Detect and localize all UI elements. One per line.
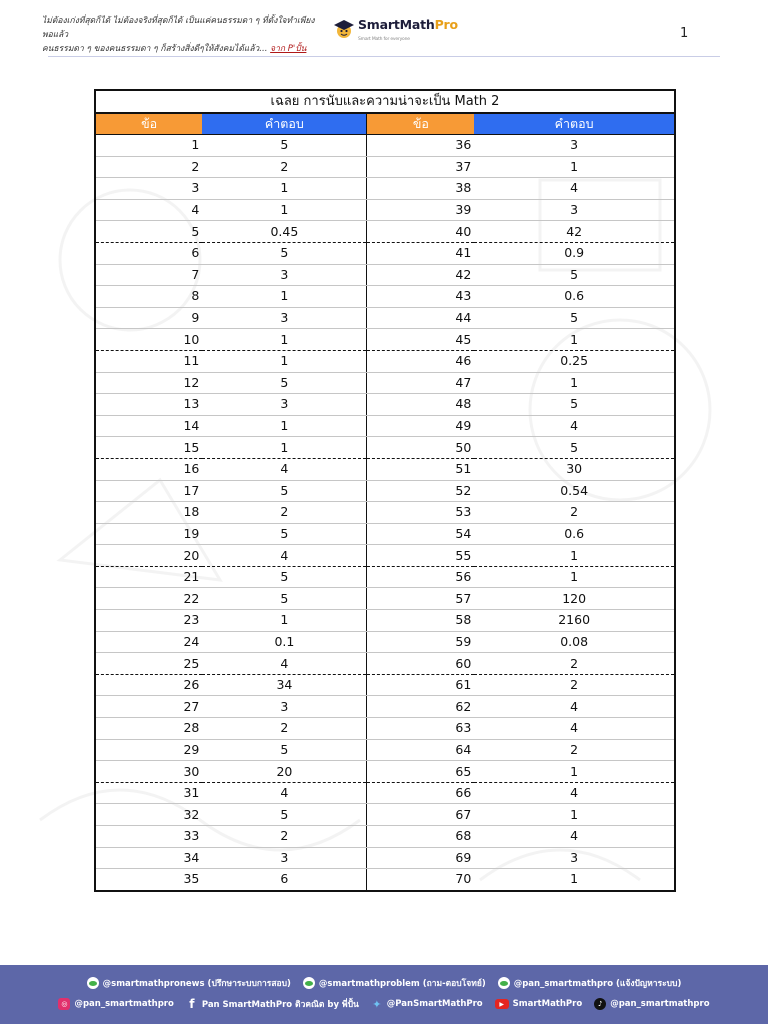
- answer-right: 3: [474, 135, 675, 157]
- answer-left: 0.45: [202, 221, 367, 243]
- table-row: [95, 610, 675, 632]
- table-row: [95, 782, 675, 804]
- question-number-left: 3: [95, 178, 202, 200]
- answer-right: 0.9: [474, 242, 675, 264]
- question-number-left: 19: [95, 523, 202, 545]
- answer-right: 30: [474, 458, 675, 480]
- youtube-link[interactable]: [495, 999, 583, 1009]
- table-row: [95, 221, 675, 243]
- smartmathpro-logo: [333, 18, 458, 42]
- answer-right: 1: [474, 156, 675, 178]
- question-number-right: 58: [367, 610, 474, 632]
- question-number-right: 43: [367, 286, 474, 308]
- answer-right: 2: [474, 674, 675, 696]
- table-row: [95, 826, 675, 848]
- question-number-left: 29: [95, 739, 202, 761]
- logo-tagline: Smart Math for everyone: [358, 37, 410, 42]
- question-number-right: 64: [367, 739, 474, 761]
- table-row: [95, 847, 675, 869]
- quote-line-1: ไม่ต้องเก่งที่สุดก็ได้ ไม่ต้องจริงที่สุดก็ได้ เป็นแค่คนธรรมดา ๆ ที่ตั้งใจทำเพียงพอแล้ว: [42, 16, 315, 40]
- table-row: [95, 653, 675, 675]
- question-number-left: 20: [95, 545, 202, 567]
- answer-left: 5: [202, 372, 367, 394]
- answer-right: 1: [474, 545, 675, 567]
- youtube-label: SmartMathPro: [512, 999, 583, 1009]
- question-number-right: 70: [367, 869, 474, 891]
- answer-left: 4: [202, 545, 367, 567]
- question-number-left: 5: [95, 221, 202, 243]
- table-row: [95, 696, 675, 718]
- question-number-right: 42: [367, 264, 474, 286]
- answer-left: 2: [202, 826, 367, 848]
- table-row: [95, 156, 675, 178]
- question-number-left: 23: [95, 610, 202, 632]
- question-number-left: 10: [95, 329, 202, 351]
- answer-left: 0.1: [202, 631, 367, 653]
- question-number-left: 11: [95, 350, 202, 372]
- question-number-right: 54: [367, 523, 474, 545]
- table-row: [95, 135, 675, 157]
- answer-left: 5: [202, 135, 367, 157]
- table-row: [95, 566, 675, 588]
- answer-left: 1: [202, 286, 367, 308]
- question-number-left: 1: [95, 135, 202, 157]
- graduation-cap-logo-icon: [333, 18, 355, 40]
- table-header-row: [95, 113, 675, 135]
- col-header-answer-right: คำตอบ: [474, 113, 675, 135]
- question-number-right: 40: [367, 221, 474, 243]
- question-number-left: 2: [95, 156, 202, 178]
- question-number-right: 39: [367, 199, 474, 221]
- question-number-left: 22: [95, 588, 202, 610]
- quote-line-2: คนธรรมดา ๆ ของคนธรรมดา ๆ ก็สร้างสิ่งดีๆให้สังคมได้แล้ว...: [42, 44, 268, 54]
- table-row: [95, 458, 675, 480]
- footer-row-social: [0, 997, 768, 1011]
- facebook-link[interactable]: [186, 997, 359, 1011]
- line-icon: [87, 977, 99, 989]
- question-number-left: 7: [95, 264, 202, 286]
- answer-left: 1: [202, 437, 367, 459]
- question-number-left: 25: [95, 653, 202, 675]
- table-row: [95, 869, 675, 891]
- question-number-right: 53: [367, 502, 474, 524]
- answer-right: 1: [474, 329, 675, 351]
- instagram-icon: ◎: [58, 998, 70, 1010]
- answer-left: 4: [202, 458, 367, 480]
- table-row: [95, 545, 675, 567]
- answer-left: 1: [202, 329, 367, 351]
- line-pan-label: @pan_smartmathpro (แจ้งปัญหาระบบ): [513, 979, 682, 989]
- table-row: [95, 437, 675, 459]
- table-row: [95, 264, 675, 286]
- table-body: [95, 135, 675, 891]
- table-row: [95, 242, 675, 264]
- answer-right: 4: [474, 718, 675, 740]
- answer-left: 3: [202, 307, 367, 329]
- question-number-right: 38: [367, 178, 474, 200]
- answer-left: 3: [202, 696, 367, 718]
- table-row: [95, 394, 675, 416]
- instagram-label: @pan_smartmathpro: [74, 999, 174, 1009]
- facebook-icon: f: [189, 997, 195, 1011]
- answer-left: 1: [202, 199, 367, 221]
- footer-row-line: [0, 976, 768, 990]
- answer-right: 4: [474, 696, 675, 718]
- answer-left: 1: [202, 350, 367, 372]
- answer-left: 3: [202, 847, 367, 869]
- line-icon: [303, 977, 315, 989]
- question-number-left: 8: [95, 286, 202, 308]
- question-number-left: 6: [95, 242, 202, 264]
- header-divider: [48, 56, 720, 57]
- answer-right: 4: [474, 415, 675, 437]
- logo-pro: Pro: [434, 17, 458, 32]
- tiktok-label: @pan_smartmathpro: [610, 999, 710, 1009]
- table-row: [95, 718, 675, 740]
- col-header-no-left: ข้อ: [95, 113, 202, 135]
- question-number-right: 55: [367, 545, 474, 567]
- question-number-right: 49: [367, 415, 474, 437]
- answer-left: 20: [202, 761, 367, 783]
- table-row: [95, 631, 675, 653]
- answer-right: 1: [474, 761, 675, 783]
- answer-left: 5: [202, 588, 367, 610]
- question-number-left: 15: [95, 437, 202, 459]
- col-header-answer-left: คำตอบ: [202, 113, 367, 135]
- table-row: [95, 329, 675, 351]
- tiktok-link[interactable]: [594, 998, 709, 1010]
- table-title: เฉลย การนับและความน่าจะเป็น Math 2: [94, 89, 676, 112]
- answer-right: 0.25: [474, 350, 675, 372]
- answer-left: 5: [202, 242, 367, 264]
- table-row: [95, 674, 675, 696]
- quote-author: จาก P'ปั้น: [270, 44, 307, 54]
- line-news-label: @smartmathpronews (ปรึกษาระบบการสอบ): [102, 979, 291, 989]
- question-number-left: 26: [95, 674, 202, 696]
- question-number-right: 36: [367, 135, 474, 157]
- twitter-icon: ✦: [372, 997, 382, 1011]
- answer-right: 2: [474, 502, 675, 524]
- question-number-right: 68: [367, 826, 474, 848]
- question-number-left: 31: [95, 782, 202, 804]
- answer-left: 1: [202, 415, 367, 437]
- answer-left: 6: [280, 871, 289, 887]
- question-number-right: 46: [367, 350, 474, 372]
- question-number-right: 66: [367, 782, 474, 804]
- question-number-left: 14: [95, 415, 202, 437]
- question-number-right: 51: [367, 458, 474, 480]
- answer-left: 2: [202, 502, 367, 524]
- question-number-right: 48: [367, 394, 474, 416]
- table-row: [95, 502, 675, 524]
- answer-right: 0.54: [474, 480, 675, 502]
- social-footer: [0, 965, 768, 1024]
- question-number-right: 63: [367, 718, 474, 740]
- answer-key-table: [94, 89, 676, 892]
- answer-right: 0.6: [474, 523, 675, 545]
- tiktok-icon: ♪: [594, 998, 606, 1010]
- answer-left: 2: [202, 718, 367, 740]
- answer-left: 4: [202, 653, 367, 675]
- answer-right: 5: [474, 394, 675, 416]
- answer-left: 3: [202, 264, 367, 286]
- table-row: [95, 588, 675, 610]
- question-number-left: 33: [95, 826, 202, 848]
- question-number-left: 21: [95, 566, 202, 588]
- question-number-right: 57: [367, 588, 474, 610]
- answer-right: 0.08: [474, 631, 675, 653]
- answer-right: 5: [474, 437, 675, 459]
- line-problem-link[interactable]: [303, 976, 486, 990]
- question-number-right: 50: [367, 437, 474, 459]
- answer-right: 1: [474, 372, 675, 394]
- question-number-right: 60: [367, 653, 474, 675]
- logo-wordmark: [358, 18, 458, 47]
- table-row: [95, 372, 675, 394]
- question-number-right: 69: [367, 847, 474, 869]
- line-news-link[interactable]: [87, 976, 291, 990]
- question-number-left: 9: [95, 307, 202, 329]
- question-number-right: 67: [367, 804, 474, 826]
- question-number-left: 28: [95, 718, 202, 740]
- question-number-right: 65: [367, 761, 474, 783]
- question-number-left: 13: [95, 394, 202, 416]
- logo-smart: Smart: [358, 17, 400, 32]
- question-number-right: 47: [367, 372, 474, 394]
- answer-right: 5: [474, 264, 675, 286]
- answer-right: 1: [570, 871, 579, 887]
- table-row: [95, 286, 675, 308]
- answer-left: 1: [202, 610, 367, 632]
- question-number-right: 52: [367, 480, 474, 502]
- table-row: [95, 199, 675, 221]
- answer-left: 5: [202, 566, 367, 588]
- table-row: [95, 739, 675, 761]
- question-number-left: 27: [95, 696, 202, 718]
- table-row: [95, 178, 675, 200]
- question-number-right: 62: [367, 696, 474, 718]
- answer-left: 3: [202, 394, 367, 416]
- answer-right: 0.6: [474, 286, 675, 308]
- answer-right: 4: [474, 826, 675, 848]
- table-row: [95, 350, 675, 372]
- answer-right: 1: [474, 804, 675, 826]
- answer-right: 2: [474, 653, 675, 675]
- question-number-right: 41: [367, 242, 474, 264]
- line-icon: [498, 977, 510, 989]
- question-number-left: 12: [95, 372, 202, 394]
- question-number-left: 24: [95, 631, 202, 653]
- answer-left: 5: [202, 804, 367, 826]
- answer-right: 3: [474, 847, 675, 869]
- table-row: [95, 804, 675, 826]
- question-number-right: 59: [367, 631, 474, 653]
- table-row: [95, 480, 675, 502]
- facebook-label: Pan SmartMathPro ติวคณิต by พี่ปั้น: [201, 1000, 359, 1010]
- question-number-right: 37: [367, 156, 474, 178]
- question-number-left: 4: [95, 199, 202, 221]
- table-row: [95, 307, 675, 329]
- answer-left: 5: [202, 739, 367, 761]
- question-number-right: 45: [367, 329, 474, 351]
- table-row: [95, 761, 675, 783]
- line-problem-label: @smartmathproblem (ถาม-ตอบโจทย์): [318, 979, 486, 989]
- logo-math: Math: [399, 17, 435, 32]
- col-header-no-right: ข้อ: [367, 113, 474, 135]
- question-number-right: 56: [367, 566, 474, 588]
- question-number-left: 34: [95, 847, 202, 869]
- question-number-right: 44: [367, 307, 474, 329]
- question-number-left: 16: [95, 458, 202, 480]
- answer-left: 34: [202, 674, 367, 696]
- table-row: [95, 415, 675, 437]
- answer-left: 4: [202, 782, 367, 804]
- youtube-icon: ▶: [495, 999, 509, 1009]
- answer-right: 3: [474, 199, 675, 221]
- page-number: 1: [680, 26, 689, 41]
- question-number-right: 61: [367, 674, 474, 696]
- answer-right: 42: [474, 221, 675, 243]
- question-number-left: 32: [95, 804, 202, 826]
- answer-left: 5: [202, 523, 367, 545]
- twitter-link[interactable]: [371, 998, 483, 1010]
- page-header: [0, 0, 768, 60]
- answer-right: 5: [474, 307, 675, 329]
- question-number-left: 17: [95, 480, 202, 502]
- twitter-label: @PanSmartMathPro: [386, 999, 483, 1009]
- question-number-left: 30: [95, 761, 202, 783]
- answer-left: 2: [202, 156, 367, 178]
- answer-left: 5: [202, 480, 367, 502]
- answer-right: 120: [474, 588, 675, 610]
- answer-right: 4: [474, 178, 675, 200]
- question-number-left: 18: [95, 502, 202, 524]
- answer-right: 4: [474, 782, 675, 804]
- answer-right: 2: [474, 739, 675, 761]
- line-pan-link[interactable]: [498, 976, 682, 990]
- motto-quote: [42, 14, 332, 56]
- answer-right: 2160: [474, 610, 675, 632]
- instagram-link[interactable]: [58, 998, 173, 1010]
- question-number-left: 35: [183, 871, 200, 887]
- answer-right: 1: [474, 566, 675, 588]
- table-row: [95, 523, 675, 545]
- answer-left: 1: [202, 178, 367, 200]
